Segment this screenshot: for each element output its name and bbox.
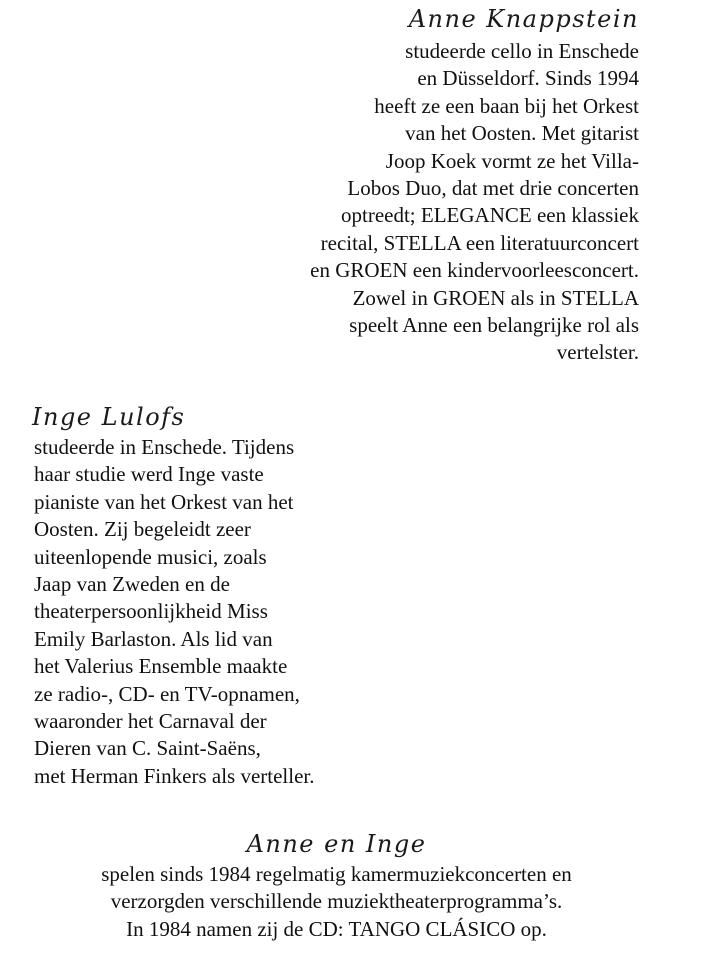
inge-bio-line: waaronder het Carnaval der: [34, 709, 267, 734]
inge-bio-line: studeerde in Enschede. Tijdens: [34, 435, 295, 459]
inge-bio-line: haar studie werd Inge vaste: [34, 462, 264, 487]
inge-bio-line: theaterpersoonlijkheid Miss: [34, 599, 268, 624]
anne-name-heading: Anne Knappstein: [408, 5, 639, 33]
anne-bio-line: heeft ze een baan bij het Orkest: [374, 93, 639, 118]
anne-bio-line: recital, STELLA een literatuurconcert: [320, 230, 639, 255]
inge-bio-line: Oosten. Zij begeleidt zeer: [34, 517, 251, 542]
inge-bio-line: pianiste van het Orkest van het: [34, 489, 294, 514]
inge-biography: [34, 434, 315, 790]
inge-bio-line: Jaap van Zweden en de: [34, 572, 230, 597]
anne-bio-line: speelt Anne een belangrijke rol als: [349, 313, 639, 338]
anne-biography: [310, 38, 639, 367]
anne-bio-line: studeerde cello in Enschede: [405, 39, 639, 63]
anne-bio-line: Lobos Duo, dat met drie concerten: [347, 176, 639, 201]
inge-name-heading: Inge Lulofs: [32, 403, 186, 431]
inge-bio-line: uiteenlopende musici, zoals: [34, 544, 267, 569]
anne-bio-line: van het Oosten. Met gitarist: [405, 121, 639, 146]
anne-bio-line: en GROEN een kindervoorleesconcert.: [310, 258, 639, 283]
duo-text-line: In 1984 namen zij de CD: TANGO CLÁSICO op.: [126, 916, 547, 941]
inge-bio-line: ze radio-, CD- en TV-opnamen,: [34, 681, 300, 706]
anne-bio-line: Zowel in GROEN als in STELLA: [352, 285, 639, 310]
duo-description: [0, 861, 703, 943]
duo-heading: Anne en Inge: [246, 830, 427, 858]
anne-bio-line: optreedt; ELEGANCE een klassiek: [341, 203, 639, 228]
duo-text-line: spelen sinds 1984 regelmatig kamermuziekconcerten en: [101, 862, 572, 886]
inge-bio-line: het Valerius Ensemble maakte: [34, 654, 288, 679]
anne-bio-line: vertelster.: [556, 340, 639, 365]
inge-bio-line: Emily Barlaston. Als lid van: [34, 626, 273, 651]
inge-bio-line: Dieren van C. Saint-Saëns,: [34, 736, 261, 761]
anne-bio-line: Joop Koek vormt ze het Villa-: [385, 148, 639, 173]
anne-bio-line: en Düsseldorf. Sinds 1994: [417, 66, 639, 91]
duo-text-line: verzorgden verschillende muziektheaterprogramma’s.: [110, 889, 563, 914]
inge-bio-line: met Herman Finkers als verteller.: [34, 763, 315, 788]
